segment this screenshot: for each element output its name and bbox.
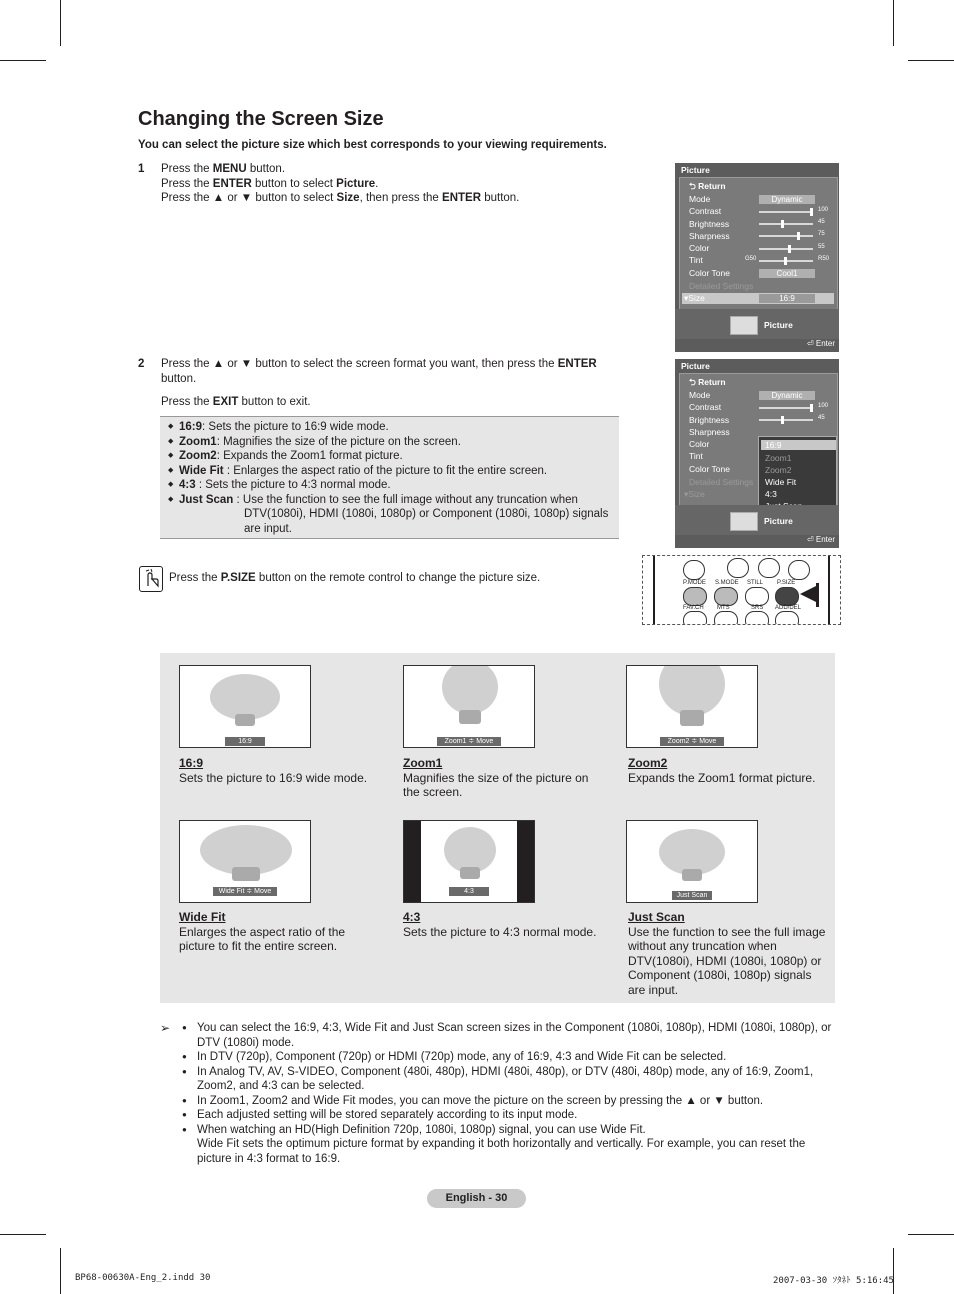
intro-text: You can select the picture size which best corresponds to your viewing requirements. — [138, 139, 607, 151]
crop-mark — [893, 0, 894, 46]
remote-label: S.MODE — [715, 580, 739, 586]
menu-picture: Picture — [336, 177, 376, 190]
remote-edge — [653, 556, 655, 624]
thumb-16-9 — [179, 665, 311, 748]
remote-edge — [828, 556, 830, 624]
hand-pointer-icon — [139, 566, 163, 592]
osd-row-tint[interactable]: Tint — [689, 255, 703, 265]
thumb-tag: 4:3 — [449, 887, 489, 896]
note-item — [182, 1123, 838, 1167]
osd-row-colortone[interactable]: Color Tone — [689, 464, 730, 474]
option-desc: : Magnifies the size of the picture on the screen. — [216, 435, 461, 448]
osd-return[interactable]: ⮌ Return — [689, 181, 726, 191]
option-desc: : Use the function to see the full image without any truncation when — [233, 493, 578, 506]
tv-picture-icon — [730, 512, 758, 531]
pmode-button[interactable] — [683, 587, 707, 606]
option-desc: : Enlarges the aspect ratio of the picture to fit the entire screen. — [223, 464, 548, 477]
osd-size-label: Size — [688, 293, 705, 303]
option-item — [168, 493, 616, 537]
remote-label: ADD/DEL — [775, 605, 802, 611]
remote-label: STILL — [747, 580, 764, 586]
caption-desc: Enlarges the aspect ratio of the picture to fit the entire screen. — [179, 924, 346, 953]
basket-image — [235, 714, 255, 726]
thumb-zoom2 — [626, 665, 758, 748]
osd-row-tint[interactable]: Tint — [689, 451, 703, 461]
option-desc: : Expands the Zoom1 format picture. — [216, 450, 403, 462]
osd-return[interactable]: ⮌ Return — [689, 377, 726, 387]
note-arrow-icon: ➢ — [160, 1021, 171, 1035]
option-key: Zoom2 — [179, 450, 217, 462]
size-popup-list — [758, 436, 837, 514]
still-button[interactable] — [745, 587, 769, 606]
osd-mode-value: Dynamic — [759, 195, 815, 204]
osd-num: 100 — [818, 403, 829, 409]
osd-title: Picture — [681, 165, 710, 175]
remote-control-illustration — [642, 555, 841, 625]
osd-menu-1 — [675, 163, 839, 352]
text: Press the ▲ or ▼ button to select — [161, 192, 337, 204]
slider-knob — [788, 245, 791, 253]
note-text: Wide Fit sets the optimum picture format by expanding it both horizontally and vertically. For example, you can reset the picture in 4:3 format to 16:9. — [197, 1138, 806, 1165]
caption-heading: 4:3 — [403, 910, 421, 924]
basket-image — [680, 710, 704, 726]
caption-heading: Just Scan — [628, 910, 685, 924]
thumb-4-3 — [403, 820, 535, 903]
osd-num: 55 — [818, 244, 825, 250]
options-box — [160, 416, 619, 539]
menu-size: Size — [336, 192, 360, 204]
option-desc-cont: DTV(1080i), HDMI (1080i, 1080p) or Component (1080i, 1080p) signals are input. — [244, 508, 609, 535]
osd-row-size[interactable]: ▾Size — [684, 293, 705, 303]
popup-option-zoom1[interactable]: Zoom1 — [765, 453, 792, 463]
crop-mark — [0, 1234, 46, 1235]
option-desc: : Sets the picture to 4:3 normal mode. — [195, 479, 391, 491]
osd-footer-label: Picture — [764, 516, 793, 526]
osd-return-label: Return — [698, 181, 726, 191]
slider-knob — [781, 416, 784, 424]
crop-mark — [908, 1234, 954, 1235]
text: . — [375, 177, 379, 190]
osd-num: 45 — [818, 415, 825, 421]
step-number: 1 — [138, 163, 145, 175]
osd-size-value: 16:9 — [759, 294, 815, 303]
basket-image — [459, 710, 481, 724]
adddel-button[interactable] — [775, 611, 799, 625]
osd-enter-hint: ⏎ Enter — [806, 339, 835, 348]
remote-label: P.MODE — [683, 580, 706, 586]
print-footer-left: BP68-00630A-Eng_2.indd 30 — [75, 1273, 211, 1283]
round-button[interactable] — [727, 558, 749, 578]
note-item: ● In DTV (720p), Component (720p) or HDMI (720p) mode, any of 16:9, 4:3 and Wide Fit can be selected. — [182, 1050, 838, 1065]
option-desc: : Sets the picture to 16:9 wide mode. — [202, 421, 389, 433]
remote-label: P.SIZE — [777, 580, 796, 586]
mts-button[interactable] — [714, 611, 738, 625]
smode-button[interactable] — [714, 587, 738, 606]
srs-button[interactable] — [745, 611, 769, 625]
osd-row-brightness[interactable]: Brightness — [689, 219, 730, 229]
caption-desc: Expands the Zoom1 format picture. — [628, 770, 816, 785]
popup-option-zoom2[interactable]: Zoom2 — [765, 465, 792, 475]
key-enter: ENTER — [212, 177, 252, 190]
caption-desc: Sets the picture to 16:9 wide mode. — [179, 770, 368, 785]
text: Press the — [161, 396, 213, 408]
osd-row-detailed[interactable]: Detailed Settings — [689, 477, 754, 487]
key-enter: ENTER — [442, 192, 482, 204]
osd-row-contrast[interactable]: Contrast — [689, 402, 722, 412]
psize-button[interactable] — [775, 587, 799, 606]
option-item — [168, 420, 616, 435]
text: Press the — [161, 177, 213, 190]
option-key: Just Scan — [179, 493, 234, 506]
key-enter: ENTER — [557, 358, 597, 370]
text: button. — [246, 163, 286, 175]
remote-label: FAV.CH — [683, 605, 704, 611]
option-key: Wide Fit — [179, 464, 224, 477]
note-item: ● In Zoom1, Zoom2 and Wide Fit modes, you can move the picture on the screen by pressing the ▲ or ▼ button. — [182, 1094, 838, 1109]
text: button. — [161, 372, 197, 385]
text: Press the ▲ or ▼ button to select the screen format you want, then press the — [161, 358, 558, 370]
thumb-widefit — [179, 820, 311, 903]
osd-num: 75 — [818, 231, 825, 237]
balloon-image — [442, 665, 498, 714]
crop-mark — [60, 0, 61, 46]
basket-image — [682, 869, 702, 881]
page-number: English - 30 — [427, 1189, 526, 1208]
osd-enter-hint: ⏎ Enter — [806, 535, 835, 544]
favch-button[interactable] — [683, 611, 707, 625]
balloon-image — [659, 665, 725, 716]
osd-row-size[interactable]: ▾Size — [684, 489, 705, 499]
note-item: ● In Analog TV, AV, S-VIDEO, Component (480i, 480p), HDMI (480i, 480p), or DTV (480i, 480p) mode, any of 16:9, Zoom1, Zoom2, and 4:3 can be selected. — [182, 1065, 838, 1094]
thumb-tag: Wide Fit ≑ Move — [213, 887, 277, 896]
osd-row-sharpness[interactable]: Sharpness — [689, 427, 730, 437]
option-item — [168, 464, 616, 479]
osd-row-brightness[interactable]: Brightness — [689, 415, 730, 425]
option-key: Zoom1 — [179, 435, 217, 448]
osd-row-mode[interactable]: Mode — [689, 194, 711, 204]
brightness-slider — [759, 419, 813, 421]
text: button. — [481, 192, 520, 204]
caption-heading: Wide Fit — [179, 910, 226, 924]
psize-note — [169, 572, 540, 584]
screen-size-examples — [160, 653, 835, 1003]
page-title: Changing the Screen Size — [138, 108, 384, 130]
option-item — [168, 435, 616, 450]
option-key: 16:9 — [179, 421, 203, 433]
osd-enter-label: Enter — [815, 535, 835, 544]
slider-knob — [810, 404, 813, 412]
option-item — [168, 449, 616, 464]
osd-title: Picture — [681, 361, 710, 371]
caption-desc: Magnifies the size of the picture on the screen. — [403, 770, 589, 799]
caption-heading: Zoom1 — [403, 756, 443, 770]
remote-label: SRS — [751, 605, 764, 611]
osd-row-color[interactable]: Color — [689, 439, 710, 449]
osd-num: R50 — [818, 256, 830, 262]
round-button[interactable] — [758, 558, 780, 578]
osd-footer — [675, 309, 839, 339]
text: button on the remote control to change the picture size. — [255, 572, 541, 584]
caption-desc: Sets the picture to 4:3 normal mode. — [403, 924, 597, 939]
crop-mark — [908, 60, 954, 61]
text: Press the — [169, 572, 221, 584]
note-item: ● Each adjusted setting will be stored separately according to its input mode. — [182, 1108, 838, 1123]
tv-picture-icon — [730, 316, 758, 335]
slider-knob — [810, 208, 813, 216]
osd-panel — [679, 373, 838, 507]
slider-knob — [797, 232, 800, 240]
osd-row-sharpness[interactable]: Sharpness — [689, 231, 730, 241]
crop-mark — [0, 60, 46, 61]
osd-num: 100 — [818, 207, 829, 213]
osd-enter-label: Enter — [815, 339, 835, 348]
thumb-tag: 16:9 — [225, 737, 265, 746]
osd-tone-value: Cool1 — [759, 269, 815, 278]
osd-row-contrast[interactable]: Contrast — [689, 206, 722, 216]
text: , then press the — [359, 192, 443, 204]
caption-heading: 16:9 — [179, 756, 204, 770]
osd-size-label: Size — [688, 489, 705, 499]
note-item: ● You can select the 16:9, 4:3, Wide Fit and Just Scan screen sizes in the Component (1080i, 1080p), HDMI (1080i, 1080p), or DTV (1080i) mode. — [182, 1021, 838, 1050]
remote-label: MTS — [717, 605, 730, 611]
osd-panel — [679, 177, 838, 311]
crop-mark — [893, 1248, 894, 1294]
popup-option-4-3[interactable]: 4:3 — [765, 489, 777, 499]
thumb-justscan — [626, 820, 758, 903]
caption-16-9 — [179, 756, 379, 785]
popup-option-16-9[interactable]: 16:9 — [761, 440, 836, 450]
osd-return-label: Return — [698, 377, 726, 387]
crop-mark — [60, 1248, 61, 1294]
thumb-zoom1 — [403, 665, 535, 748]
key-psize: P.SIZE — [220, 572, 256, 584]
osd-footer-label: Picture — [764, 320, 793, 330]
text: button to select — [251, 177, 337, 190]
tint-slider — [759, 260, 813, 262]
slider-knob — [781, 220, 784, 228]
step-number: 2 — [138, 358, 145, 370]
contrast-slider — [759, 407, 813, 409]
note-text: When watching an HD(High Definition 720p, 1080i, 1080p) signal, you can use Wide Fit. — [197, 1123, 646, 1136]
osd-row-colortone[interactable]: Color Tone — [689, 268, 730, 278]
thumb-tag: Zoom2 ≑ Move — [660, 737, 724, 746]
basket-image — [460, 867, 480, 879]
osd-row-detailed[interactable]: Detailed Settings — [689, 281, 754, 291]
option-key: 4:3 — [179, 479, 196, 491]
caption-widefit — [179, 910, 379, 954]
sharpness-slider — [759, 235, 813, 237]
slider-knob — [784, 257, 787, 265]
osd-num: 45 — [818, 219, 825, 225]
brightness-slider — [759, 223, 813, 225]
caption-desc: Use the function to see the full image without any truncation when DTV(1080i), HDMI (1080i, 1080p) or Component (1080i, 1080p) signals are input. — [628, 924, 826, 997]
osd-num: G50 — [745, 256, 757, 262]
osd-row-color[interactable]: Color — [689, 243, 710, 253]
thumb-tag: Just Scan — [672, 891, 712, 900]
pointer-arrow-icon — [816, 583, 819, 607]
pointer-arrow-icon — [800, 586, 816, 602]
round-button[interactable] — [788, 560, 810, 580]
thumb-tag: Zoom1 ≑ Move — [437, 737, 501, 746]
option-item — [168, 478, 616, 493]
return-button[interactable] — [683, 560, 705, 580]
contrast-slider — [759, 211, 813, 213]
osd-footer — [675, 505, 839, 535]
color-slider — [759, 248, 813, 250]
osd-mode-value: Dynamic — [759, 391, 815, 400]
osd-row-mode[interactable]: Mode — [689, 390, 711, 400]
caption-zoom1 — [403, 756, 603, 800]
caption-4-3 — [403, 910, 603, 939]
text: Press the — [161, 163, 213, 175]
osd-menu-2 — [675, 359, 839, 548]
popup-option-widefit[interactable]: Wide Fit — [765, 477, 797, 487]
key-exit: EXIT — [212, 396, 239, 408]
caption-zoom2 — [628, 756, 828, 785]
caption-justscan — [628, 910, 828, 997]
print-footer-right: 2007-03-30 ｿﾀﾈﾄ 5:16:45 — [773, 1276, 894, 1286]
caption-heading: Zoom2 — [628, 756, 668, 770]
basket-image — [232, 867, 260, 881]
key-menu: MENU — [212, 163, 247, 175]
text: button to exit. — [238, 396, 311, 408]
